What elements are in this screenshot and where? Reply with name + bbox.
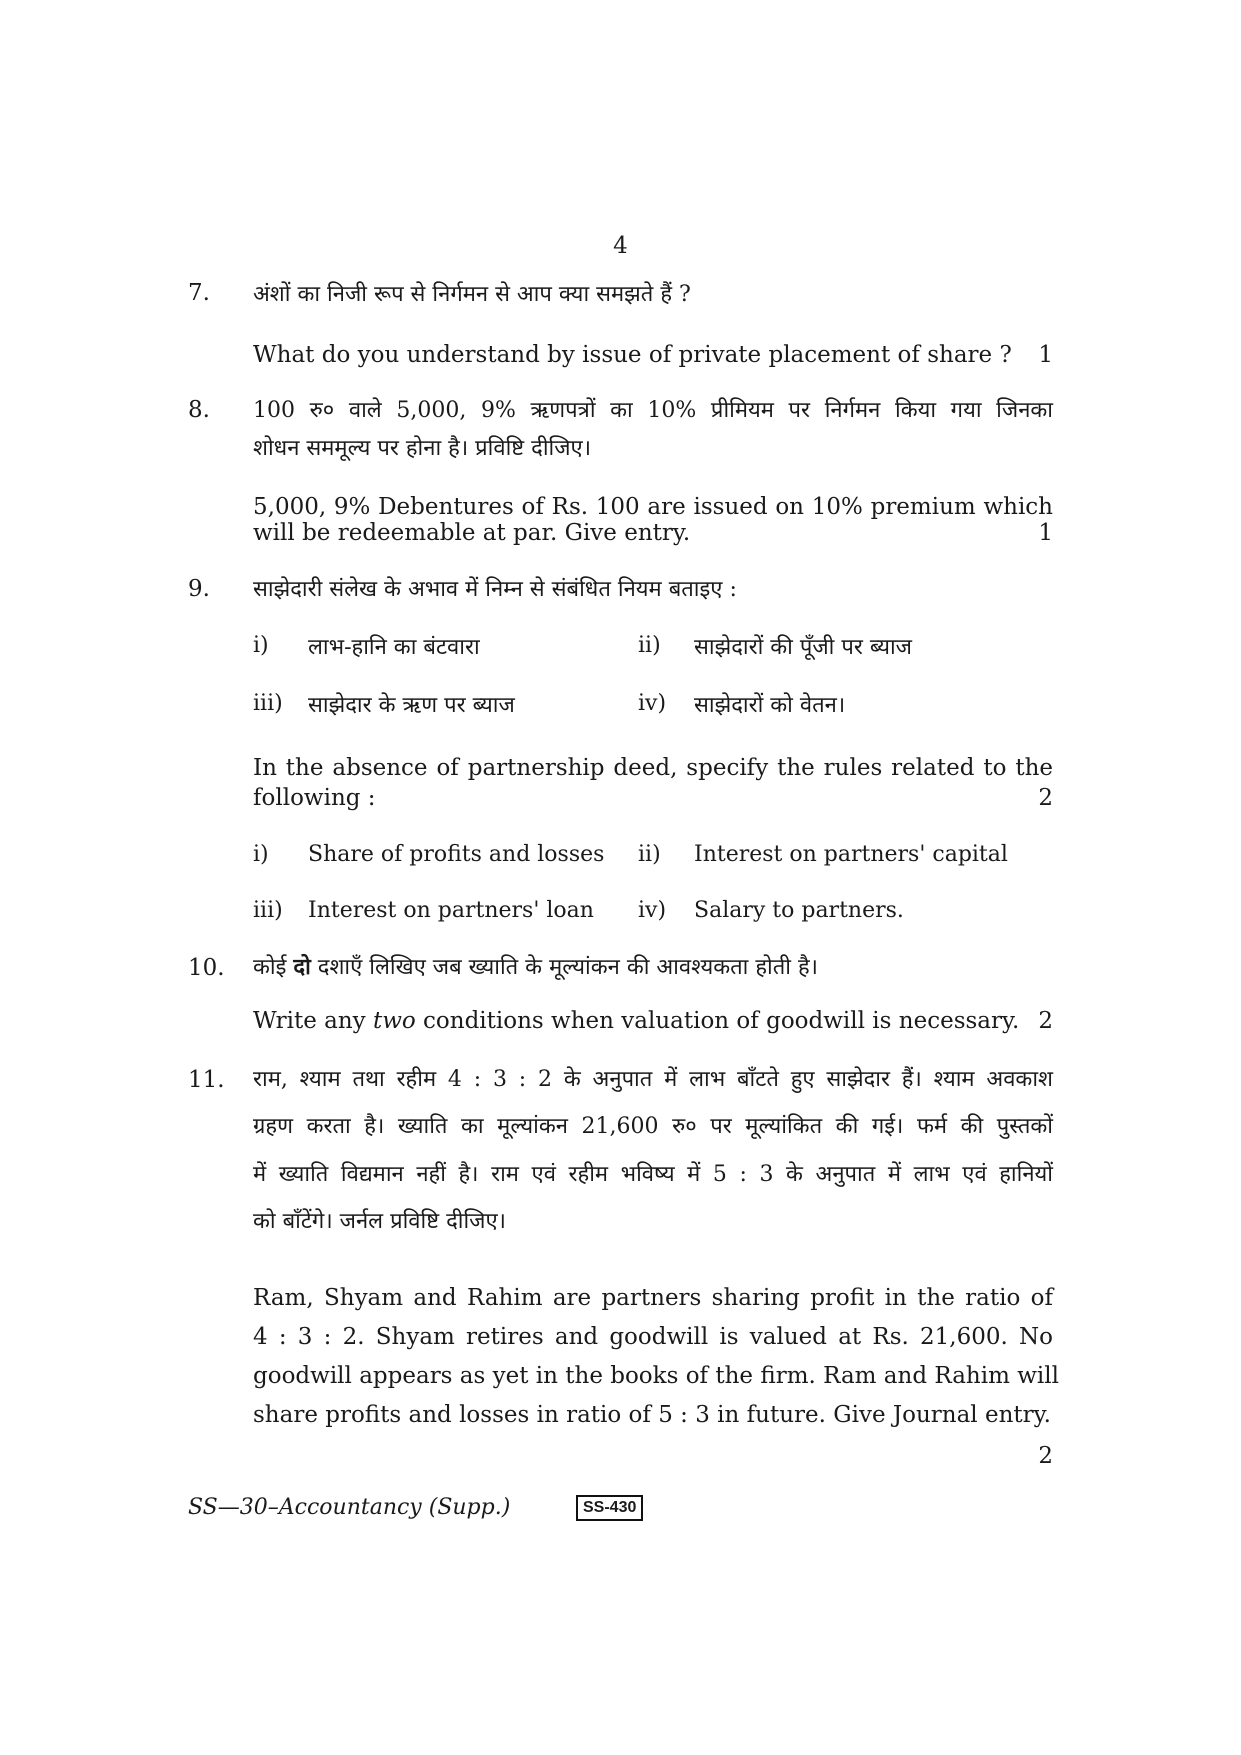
marks: 1 [1038,520,1053,546]
question-hindi-line: राम, श्याम तथा रहीम 4 : 3 : 2 के अनुपात में लाभ बाँटते हुए साझेदार हैं। श्याम अवकाश [253,1067,1053,1092]
question-hindi-line: 100 रु० वाले 5,000, 9% ऋणपत्रों का 10% प्रीमियम पर निर्गमन किया गया जिनका [253,398,1053,423]
paper-code-box: SS-430 [576,1495,643,1521]
question-number: 10. [188,955,225,981]
page-number: 4 [613,233,628,259]
footer-paper-title: SS—30–Accountancy (Supp.) [188,1495,511,1520]
sub-item-number: i) [253,842,269,867]
sub-item-text: Salary to partners. [694,898,904,923]
hindi-text: कोई [253,955,294,980]
sub-item-text: साझेदारों को वेतन। [694,693,846,718]
question-number: 9. [188,576,210,602]
sub-item-text: Share of profits and losses [308,842,605,867]
sub-item-number: ii) [638,842,661,867]
hindi-emphasis: दो [293,954,311,980]
question-hindi-line: को बाँटेंगे। जर्नल प्रविष्टि दीजिए। [253,1209,506,1234]
english-text: Write any [253,1008,373,1034]
question-hindi [253,951,1053,981]
marks: 2 [1038,785,1053,811]
sub-item-number: i) [253,633,269,658]
question-english-line: 5,000, 9% Debentures of Rs. 100 are issued on 10% premium which [253,494,1053,520]
sub-item-number: iii) [253,691,283,716]
sub-item-number: iii) [253,898,283,923]
sub-item-text: Interest on partners' capital [694,842,1008,867]
question-english: What do you understand by issue of private placement of share ? [253,342,1012,368]
sub-item-text: Interest on partners' loan [308,898,594,923]
question-hindi-line: में ख्याति विद्यमान नहीं है। राम एवं रहीम भविष्य में 5 : 3 के अनुपात में लाभ एवं हानियों [253,1162,1053,1187]
marks: 1 [1038,342,1053,368]
english-emphasis: two [372,1008,416,1034]
question-hindi-line: ग्रहण करता है। ख्याति का मूल्यांकन 21,600 रु० पर मूल्यांकित की गई। फर्म की पुस्तकों [253,1114,1053,1139]
question-english-line: goodwill appears as yet in the books of the firm. Ram and Rahim will [253,1363,1059,1389]
sub-item-number: iv) [638,691,667,716]
question-english-line: following : [253,785,376,811]
question-hindi: अंशों का निजी रूप से निर्गमन से आप क्या समझते हैं ? [253,282,691,307]
question-english-line: share profits and losses in ratio of 5 : 3 in future. Give Journal entry. [253,1402,1051,1428]
question-english-line: In the absence of partnership deed, specify the rules related to the [253,755,1053,781]
marks: 2 [1038,1443,1053,1469]
sub-item-text: लाभ-हानि का बंटवारा [308,635,480,660]
sub-item-number: iv) [638,898,667,923]
english-text: conditions when valuation of goodwill is necessary. [415,1008,1020,1034]
question-number: 8. [188,397,210,423]
question-english-line: Ram, Shyam and Rahim are partners sharing profit in the ratio of [253,1285,1053,1311]
question-hindi: साझेदारी संलेख के अभाव में निम्न से संबंधित नियम बताइए : [253,577,737,602]
question-number: 7. [188,280,210,306]
question-english-line: will be redeemable at par. Give entry. [253,520,691,546]
sub-item-text: साझेदार के ऋण पर ब्याज [308,693,515,718]
question-hindi-line: शोधन सममूल्य पर होना है। प्रविष्टि दीजिए। [253,436,592,461]
question-number: 11. [188,1067,225,1093]
question-english [253,1008,1053,1034]
marks: 2 [1038,1008,1053,1034]
sub-item-number: ii) [638,633,661,658]
question-english-line: 4 : 3 : 2. Shyam retires and goodwill is valued at Rs. 21,600. No [253,1324,1053,1350]
sub-item-text: साझेदारों की पूँजी पर ब्याज [694,635,913,660]
hindi-text: दशाएँ लिखिए जब ख्याति के मूल्यांकन की आवश्यकता होती है। [310,955,819,980]
